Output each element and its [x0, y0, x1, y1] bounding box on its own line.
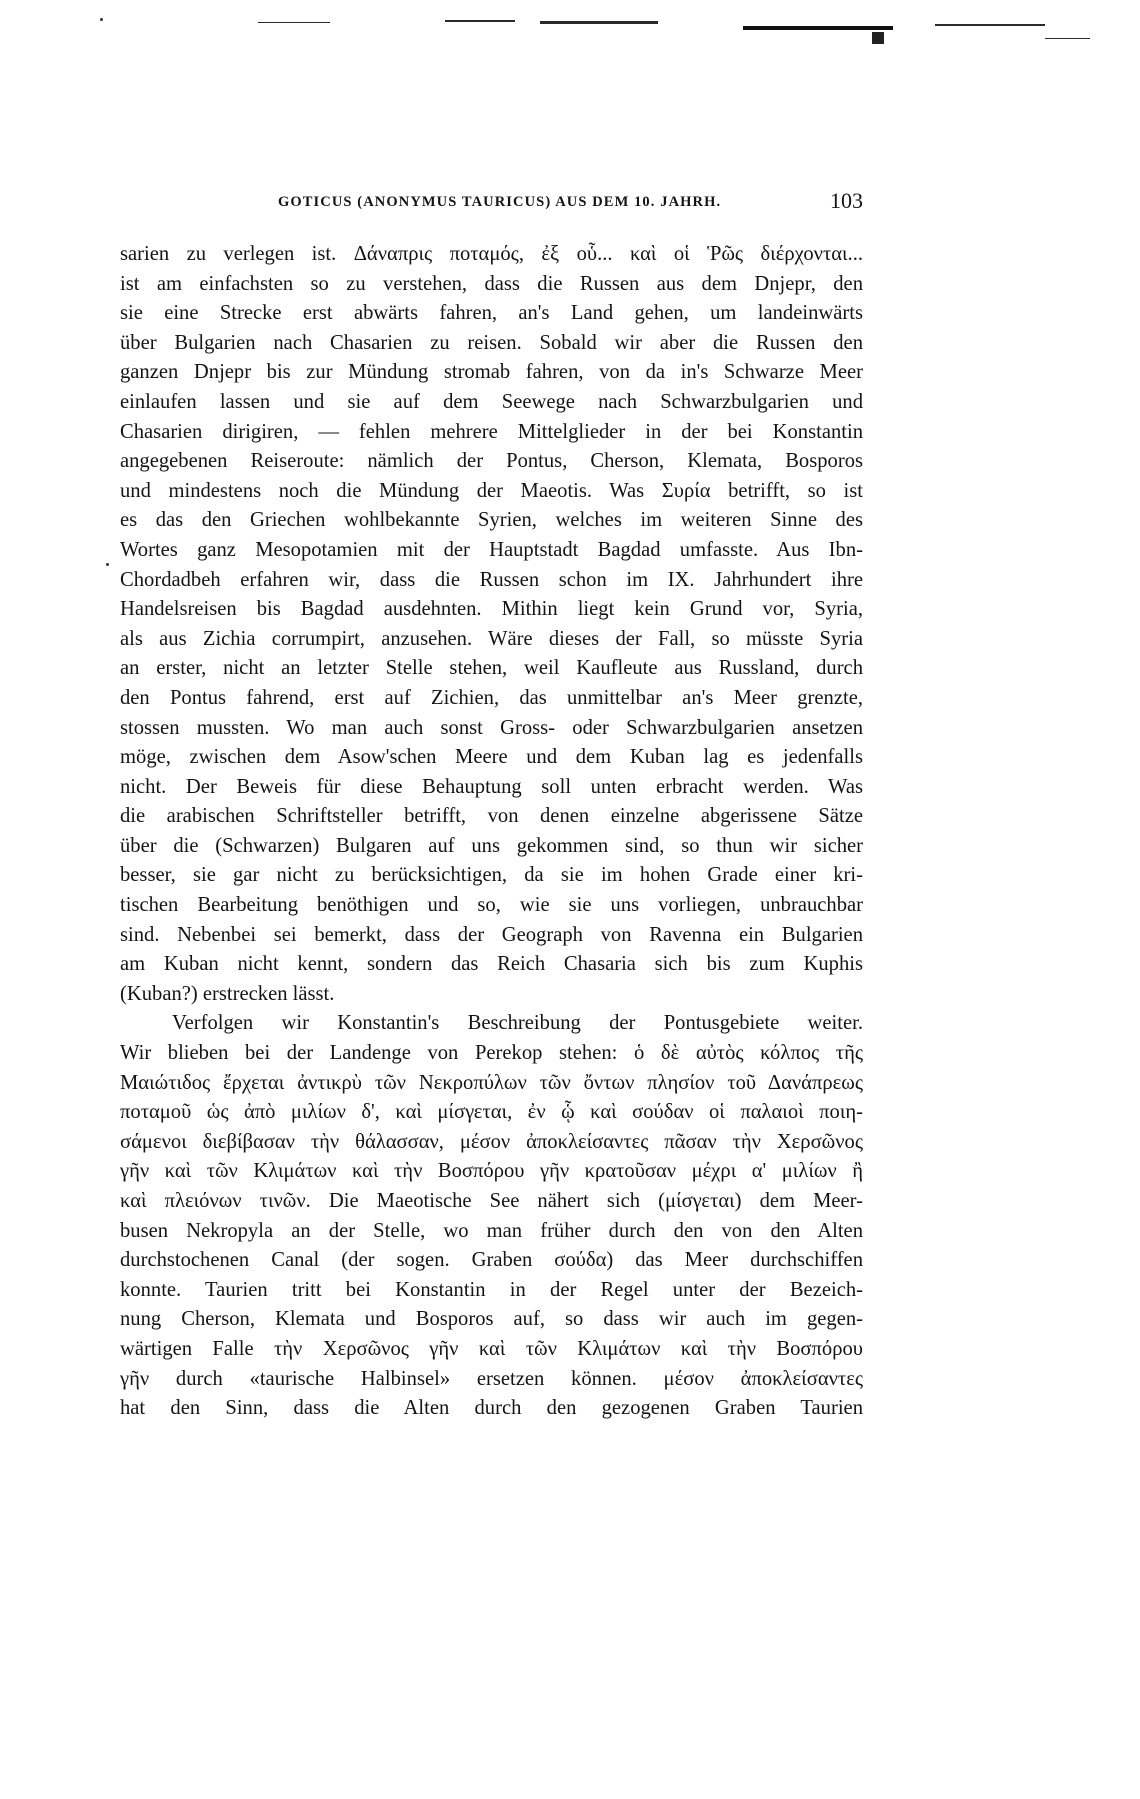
- running-head: [278, 188, 863, 218]
- text-line: Wortes ganz Mesopotamien mit der Hauptstadt Bagdad umfasste. Aus Ibn-: [120, 538, 863, 561]
- text-line: καὶ πλειόνων τινῶν. Die Maeotische See nähert sich (μίσγεται) dem Meer-: [120, 1190, 863, 1212]
- body-text: [120, 240, 863, 1424]
- text-line: nung Cherson, Klemata und Bosporos auf, so dass wir auch im gegen-: [120, 1308, 863, 1331]
- text-line: sie eine Strecke erst abwärts fahren, an's Land gehen, um landeinwärts: [120, 302, 863, 325]
- text-line: Wir blieben bei der Landenge von Perekop stehen: ὁ δὲ αὐτὸς κόλπος τῆς: [120, 1042, 863, 1065]
- text-line: γῆν durch «taurische Halbinsel» ersetzen können. μέσον ἀποκλείσαντες: [120, 1367, 863, 1390]
- text-line: und mindestens noch die Mündung der Maeotis. Was Συρία betrifft, so ist: [120, 479, 863, 502]
- text-line: über die (Schwarzen) Bulgaren auf uns gekommen sind, so thun wir sicher: [120, 834, 863, 857]
- text-line: als aus Zichia corrumpirt, anzusehen. Wäre dieses der Fall, so müsste Syria: [120, 627, 863, 650]
- text-line: es das den Griechen wohlbekannte Syrien, welches im weiteren Sinne des: [120, 509, 863, 532]
- text-line: besser, sie gar nicht zu berücksichtigen, da sie im hohen Grade einer kri-: [120, 864, 863, 887]
- text-line: ποταμοῦ ὡς ἀπὸ μιλίων δ', καὶ μίσγεται, ἐν ᾧ καὶ σούδαν οἱ παλαιοὶ ποιη-: [120, 1101, 863, 1124]
- text-line: sarien zu verlegen ist. Δάναπρις ποταμός, ἐξ οὗ... καὶ οἱ Ῥῶς διέρχονται...: [120, 243, 863, 265]
- scan-artifact-mark: [872, 32, 884, 44]
- scan-artifact-dot: [100, 18, 103, 21]
- text-line: die arabischen Schriftsteller betrifft, von denen einzelne abgerissene Sätze: [120, 805, 863, 828]
- text-line: den Pontus fahrend, erst auf Zichien, das unmittelbar an's Meer grenzte,: [120, 686, 863, 709]
- text-line: wärtigen Falle τὴν Χερσῶνος γῆν καὶ τῶν Κλιμάτων καὶ τὴν Βοσπόρου: [120, 1337, 863, 1360]
- page-number: 103: [830, 188, 863, 213]
- scan-artifact-rule-6: [1045, 38, 1090, 39]
- text-line: durchstochenen Canal (der sogen. Graben σούδα) das Meer durchschiffen: [120, 1249, 863, 1272]
- running-head-title: GOTICUS (ANONYMUS TAURICUS) AUS DEM 10. JAHRH.: [278, 194, 722, 210]
- text-line: konnte. Taurien tritt bei Konstantin in der Regel unter der Bezeich-: [120, 1278, 863, 1301]
- text-line: ist am einfachsten so zu verstehen, dass die Russen aus dem Dnjepr, den: [120, 272, 863, 295]
- text-line: sind. Nebenbei sei bemerkt, dass der Geograph von Ravenna ein Bulgarien: [120, 923, 863, 946]
- text-line: stossen mussten. Wo man auch sonst Gross- oder Schwarzbulgarien ansetzen: [120, 716, 863, 739]
- text-line: busen Nekropyla an der Stelle, wo man früher durch den von den Alten: [120, 1219, 863, 1242]
- text-line: über Bulgarien nach Chasarien zu reisen. Sobald wir aber die Russen den: [120, 331, 863, 354]
- text-line: an erster, nicht an letzter Stelle stehen, weil Kaufleute aus Russland, durch: [120, 657, 863, 680]
- text-line: angegebenen Reiseroute: nämlich der Pontus, Cherson, Klemata, Bosporos: [120, 450, 863, 473]
- text-line: Μαιώτιδος ἔρχεται ἀντικρὺ τῶν Νεκροπύλων τῶν ὄντων πλησίον τοῦ Δανάπρεως: [120, 1071, 863, 1094]
- paragraph-start-line: Verfolgen wir Konstantin's Beschreibung der Pontusgebiete weiter.: [172, 1012, 863, 1035]
- text-line: am Kuban nicht kennt, sondern das Reich Chasaria sich bis zum Kuphis: [120, 953, 863, 976]
- text-line: γῆν καὶ τῶν Κλιμάτων καὶ τὴν Βοσπόρου γῆν κρατοῦσαν μέχρι α' μιλίων ἢ: [120, 1160, 863, 1183]
- text-line: möge, zwischen dem Asow'schen Meere und dem Kuban lag es jedenfalls: [120, 746, 863, 769]
- paragraph-end-line: (Kuban?) erstrecken lässt.: [120, 982, 335, 1005]
- text-line: Chordadbeh erfahren wir, dass die Russen schon im IX. Jahrhundert ihre: [120, 568, 863, 591]
- text-line: nicht. Der Beweis für diese Behauptung soll unten erbracht werden. Was: [120, 775, 863, 798]
- scan-artifact-rule-3: [540, 21, 658, 24]
- scan-artifact-rule-5: [935, 24, 1045, 26]
- scan-artifact-rule-4: [743, 26, 893, 30]
- scan-artifact-dot: [106, 563, 109, 566]
- text-line: tischen Bearbeitung benöthigen und so, wie sie uns vorliegen, unbrauchbar: [120, 894, 863, 917]
- text-line: hat den Sinn, dass die Alten durch den gezogenen Graben Taurien: [120, 1397, 863, 1420]
- scan-artifact-rule-1: [258, 22, 330, 23]
- text-line: ganzen Dnjepr bis zur Mündung stromab fahren, von da in's Schwarze Meer: [120, 361, 863, 384]
- text-line: Handelsreisen bis Bagdad ausdehnten. Mithin liegt kein Grund vor, Syria,: [120, 598, 863, 621]
- scan-artifact-rule-2: [445, 20, 515, 22]
- text-line: Chasarien dirigiren, — fehlen mehrere Mittelglieder in der bei Konstantin: [120, 420, 863, 443]
- text-line: σάμενοι διεβίβασαν τὴν θάλασσαν, μέσον ἀποκλείσαντες πᾶσαν τὴν Χερσῶνος: [120, 1130, 863, 1153]
- text-line: einlaufen lassen und sie auf dem Seewege nach Schwarzbulgarien und: [120, 390, 863, 413]
